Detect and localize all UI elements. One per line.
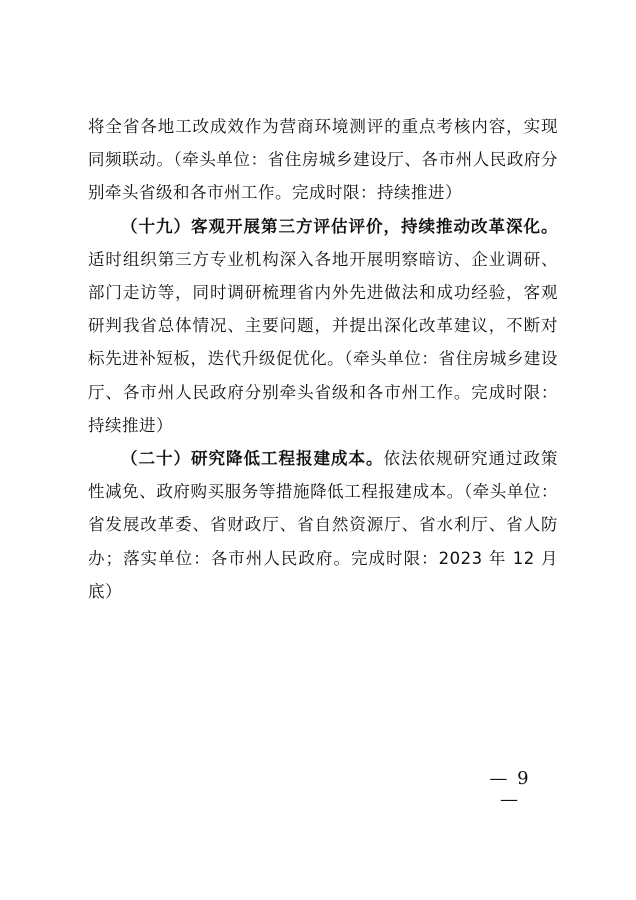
item-heading: （二十）研究降低工程报建成本。 [121, 449, 384, 469]
responsibility-note: （牵头单位：省住房城乡建设厅、各市州人民政府分别牵头省级和各市州工作。完成时限：持续推进） [88, 349, 559, 435]
paragraph-text: 将全省各地工改成效作为营商环境测评的重点考核内容，实现同频联动。 [88, 117, 558, 170]
paragraph-text: 适时组织第三方专业机构深入各地开展明察暗访、企业调研、部门走访等，同时调研梳理省内外先进做法和成功经验，客观研判我省总体情况、主要问题，并提出深化改革建议，不断对标先进补短板，迭代升级促优化。 [88, 249, 558, 369]
paragraph-item-19 [88, 210, 558, 442]
responsibility-note: （牵头单位：省住房城乡建设厅、各市州人民政府分别牵头省级和各市州工作。完成时限：持续推进） [88, 150, 559, 203]
document-body [88, 110, 558, 608]
paragraph-text: 依法依规研究通过政策性减免、政府购买服务等措施降低工程报建成本。 [88, 449, 558, 502]
paragraph-continuation [88, 110, 558, 210]
responsibility-note: （牵头单位：省发展改革委、省财政厅、省自然资源厅、省水利厅、省人防办；落实单位：各市州人民政府。完成时限：2023 年 12 月底） [88, 482, 559, 601]
page-number: — 9 — [489, 768, 531, 810]
paragraph-item-20 [88, 442, 558, 608]
item-heading: （十九）客观开展第三方评估评价，持续推动改革深化。 [121, 216, 558, 236]
